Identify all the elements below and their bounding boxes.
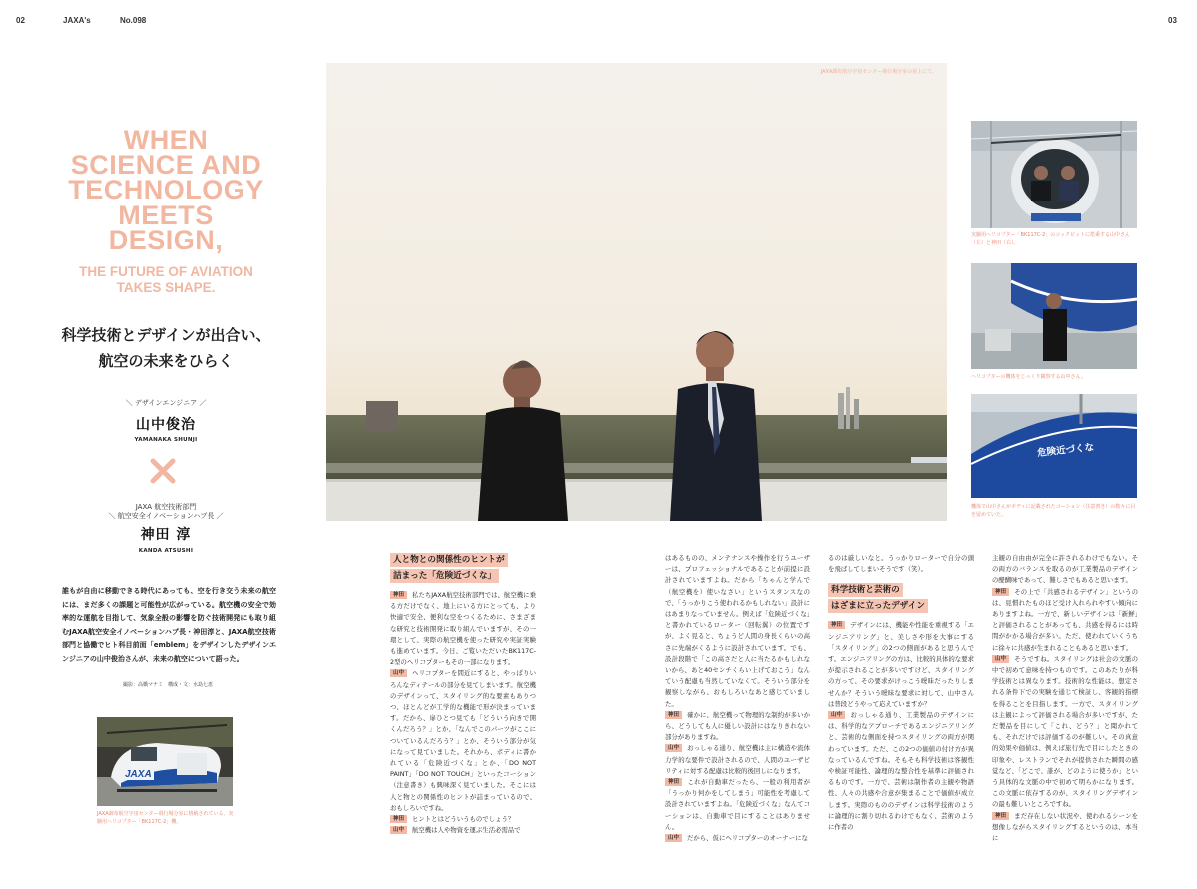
page-number-left: 02: [16, 16, 25, 25]
japanese-title-line: 科学技術とデザインが出合い、: [61, 326, 271, 344]
paragraph-text: るのは厳しいなと。うっかりローターで自分の頭を飛ばしてしまいそうです（笑）。: [828, 554, 974, 574]
person2-role-line1: JAXA 航空技術部門: [135, 503, 197, 511]
article-column-4: [992, 553, 1138, 844]
person1-role-text: デザインエンジニア: [134, 399, 198, 407]
article-column-2: [665, 553, 810, 844]
main-photo: [326, 63, 947, 521]
paragraph-text: ヒントとはどういうものでしょう？: [412, 815, 515, 824]
section-heading-2-line2: はざまに立ったデザイン: [828, 599, 928, 613]
speaker-tag: 山中: [992, 655, 1009, 663]
english-subtitle-line: THE FUTURE OF AVIATION: [79, 264, 253, 279]
paragraph: [390, 668, 536, 814]
section-heading-2-line1: 科学技術と芸術の: [828, 583, 903, 597]
english-title: [58, 125, 274, 255]
speaker-tag: 神田: [390, 591, 407, 599]
english-title-line: SCIENCE AND: [70, 150, 262, 180]
right-photo-observe-caption: ヘリコプターの機体をじっくり観察する山中さん。: [971, 374, 1086, 380]
paragraph: [828, 620, 974, 710]
right-photo-cockpit: [971, 121, 1137, 228]
paragraph-text: ヘリコプターを間近にすると、やっぱりいろんなディテールの部分を見てしまいます。航空機のデザインって、スタイリング的な要素もありつつ、ほとんどが工学的な機能で形が決まっています。だから、扉ひとつ見ても「どういう向きで開くんだろう？」とか、「なんでこのパーツがここについているんだろう？」とか、そういう部分が気になって見ていました。それから、ボディに書かれている「危険近づくな」とか、「DO NOT PAINT」「DO NOT TOUCH」といったコーション（注意書き）も興味深く見ていました。そこには人と物との関係性のヒントが詰まっているので、おもしろいですね。: [390, 669, 536, 812]
person2-name: 神田 淳: [140, 527, 192, 543]
section-heading-2: [828, 583, 974, 615]
photo-credit: 撮影：高橋マナミ 構成・文：水島七恵: [122, 682, 213, 688]
speaker-tag: 山中: [828, 711, 845, 719]
section-heading-1-line1: 人と物との関係性のヒントが: [390, 553, 508, 567]
right-photo-caution: [971, 394, 1137, 498]
english-title-line: DESIGN,: [108, 225, 224, 255]
cross-mark-icon: [148, 456, 178, 486]
english-title-line: TECHNOLOGY: [68, 175, 264, 205]
paragraph: [992, 553, 1138, 587]
paragraph: [992, 654, 1138, 811]
paragraph-text: 主観の自由由が完全に許されるわけでもない。その両方のバランスを取るのが工業製品のデザインの醍醐味であって、難しさでもあると思います。: [992, 554, 1138, 585]
paragraph-text: デザインには、機能や性能を重視する「エンジニアリング」と、美しさや形を大事にする「スタイリング」の2つの側面があると思うんです。エンジニアリングの方は、比較的具体的な要求が提示されることが多いですけど、スタイリングの方って、その要求がけっこう曖昧だったりしませんか？そういう曖昧な要求に対して、山中さんは普段どうやって応えていますか？: [828, 621, 974, 708]
speaker-tag: 神田: [828, 621, 845, 629]
paragraph-text: まだ存在しない状況や、使われるシーンを想像しながらスタイリングするというのは、本当に: [992, 811, 1138, 843]
person1-roman: YAMANAKA SHUNJI: [134, 437, 198, 443]
right-photo-observe: [971, 263, 1137, 369]
paragraph: [390, 814, 536, 825]
paragraph-text: 確かに、航空機って物理的な制約が多いから、どうしても人に優しい設計にはなりきれない部分がありますね。: [665, 710, 810, 742]
japanese-title-line: 航空の未来をひらく: [98, 352, 234, 370]
paragraph-text: これが自動車だったら、一般の利用者が「うっかり何かをしてしまう」可能性を考慮して設計されていますよね。「危険近づくな」なんてコーションは、自動車で目にすることはありません。: [665, 778, 810, 831]
paragraph: [665, 833, 810, 844]
lead-paragraph: 誰もが自由に移動できる時代にあっても、空を行き交う未来の航空には、まだ多くの課題と可能性が広がっている。航空機の安全で効率的な運航を目指して、気象全般の影響を防ぐ技術開発にも取り組むJAXA航空安全イノベーションハブ長・神田淳と、JAXA航空技術部門と協働でヒト科目前面「emblem」をデザインしたデザインエンジニアの山中俊治さんが、未来の航空について語った。: [62, 587, 276, 663]
paragraph: [390, 825, 536, 836]
speaker-tag: 神田: [665, 711, 682, 719]
paragraph: [828, 553, 974, 575]
speaker-tag: 山中: [390, 826, 407, 834]
paragraph-text: だから、仮にヘリコプターのオーナーにな: [687, 834, 808, 843]
helicopter-caution-text: 危険近づくな: [1036, 442, 1095, 459]
article-column-1: [390, 553, 536, 836]
person2-role-line2: ＼ 航空安全イノベーションハブ長 ／: [108, 512, 224, 520]
person1-role: ＼ デザインエンジニア ／: [125, 399, 207, 407]
main-photo-caption: JAXA調布航空宇宙センター飛行場分室の屋上にて。: [820, 69, 937, 75]
speaker-tag: 山中: [665, 834, 682, 842]
jaxa-logo-text: JAXA: [125, 769, 152, 780]
paragraph-text: そうですね。スタイリングは社会の文脈の中で初めて意味を持つものです。このあたりが科学技術とは異なります。技術的な性能は、想定される条件下での実験を通じて検証し、客観的指標を得ることを目指します。一方で、スタイリングは主観によって評価される場合が多いですが、ただ製品を目にして「これ、どう？」と聞かれても、それだけでは評価するのが難しい。その真意的効果や価値は、例えば旅行先で目にしたときの印象や、レストランでそれが提供された瞬間の感覚など、「どこで、誰が、どのように使うか」という具体的な文脈の中で初めて明らかになります。この文脈に依存するのが、スタイリングデザインの最も難しいところですね。: [992, 654, 1138, 809]
paragraph: [665, 777, 810, 833]
section-heading-1: [390, 553, 536, 585]
english-title-line: MEETS: [118, 200, 214, 230]
paragraph-text: 航空機は人や物資を運ぶ生活必需品で: [412, 826, 521, 835]
paragraph: [390, 590, 536, 668]
magazine-name: JAXA's: [63, 16, 91, 25]
paragraph-text: その上で「共感されるデザイン」というのは、見慣れたものほど受け入れられやすい傾向にありますよね。一方で、新しいデザインは「新鮮」と評価されることがあっても、共感を得るには時間がかかる場合が多い。ただ、使われていくうちに徐々に共感が生まれることもあると思います。: [992, 587, 1138, 652]
paragraph-text: はあるものの、メンテナンスや操作を行うユーザーは、プロフェッショナルであることが前提に設計されていますよね。だから「ちゃんと学んで（航空機を）使いなさい」というスタンスなので、「うっかりこう使われるかもしれない」設計にはあまりなっていません。例えば「危険近づくな」と書かれているローター（回転翼）の位置ですが、よく見ると、ちょうど人間の身長くらいの高さに先端がくるように設計されています。でも、設計段階で「この高さだと人に当たるかもしれないから、あと40センチくらい上げておこう」なんていう配慮も当然していなくて。そういう部分を観察しながら、おもしろいなあと感じていました。: [665, 554, 810, 708]
paragraph-text: おっしゃる通り、航空機は主に構造や流体力学的な要件で設計されるので、人間のユーザビリティに対する配慮は比較的後回しになります。: [665, 744, 810, 775]
page-number-right: 03: [1168, 16, 1177, 25]
article-column-3: [828, 553, 974, 833]
paragraph-text: 私たちJAXA航空技術部門では、航空機に乗る方だけでなく、地上にいる方にとっても、より快適で安全、便利な空をつくるために、さまざまな研究と技術開発に取り組んでいますが、その一環として、実際の航空機を使った研究や実証実験も進めています。今日、ご覧いただいたBK117C-2型のヘリコプターもその一部になります。: [390, 591, 536, 667]
paragraph: [828, 710, 974, 833]
speaker-tag: 山中: [665, 744, 682, 752]
person2-role-text: 航空安全イノベーションハブ長: [117, 512, 215, 520]
paragraph: [992, 587, 1138, 654]
issue-number: No.098: [120, 16, 147, 25]
english-title-line: WHEN: [123, 125, 209, 155]
paragraph: [992, 811, 1138, 845]
speaker-tag: 山中: [390, 669, 407, 677]
section-heading-1-line2: 詰まった「危険近づくな」: [390, 569, 499, 583]
paragraph: [665, 553, 810, 710]
speaker-tag: 神田: [665, 778, 682, 786]
helicopter-photo-caption: JAXA調布航空宇宙センター飛行場分室に格納されている、実験用ヘリコプター「BK117C-2」機。: [97, 811, 234, 825]
person2-roman: KANDA ATSUSHI: [138, 548, 194, 554]
person1-name: 山中俊治: [136, 417, 196, 433]
english-subtitle: [58, 264, 274, 296]
speaker-tag: 神田: [390, 815, 407, 823]
english-subtitle-line: TAKES SHAPE.: [116, 280, 216, 295]
paragraph-text: おっしゃる通り、工業製品のデザインには、科学的なアプローチであるエンジニアリングと、芸術的な側面を持つスタイリングの両方が関わっています。ただ、この2つの価値の付け方が異なっているんですね。そもそも科学技術は客観性や検証可能性、論理的な整合性を基準に評価されるものです。一方で、芸術は制作者の主観や物語性、人々の共感や合意が集まることで価値が成立します。実際のもののデザインは科学技術のように論理的に割り切れるわけでもなく、芸術のように作者の: [828, 711, 974, 832]
japanese-title: [58, 322, 274, 374]
helicopter-photo: [97, 717, 233, 806]
paragraph: [665, 710, 810, 744]
speaker-tag: 神田: [992, 588, 1009, 596]
right-photo-caution-caption: 機体で山中さんがボディに記載されたコーション（注意書き）の数々に目を留めていた。: [971, 504, 1136, 518]
speaker-tag: 神田: [992, 812, 1009, 820]
paragraph: [665, 743, 810, 777]
right-photo-cockpit-caption: 実験用ヘリコプター「BK117C-2」のコックピットに搭乗する山中さん（左）と神田（右）。: [971, 232, 1130, 246]
